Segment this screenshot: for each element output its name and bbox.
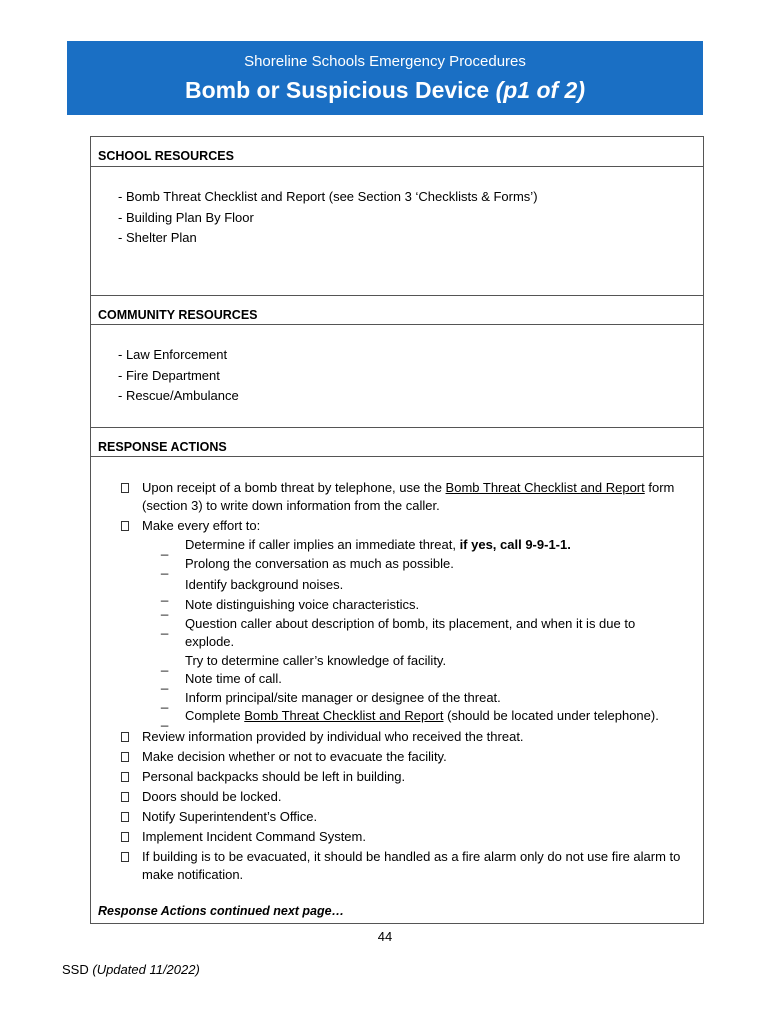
- action-item: Notify Superintendent’s Office.: [91, 808, 703, 826]
- checkbox-icon: [121, 483, 129, 493]
- school-resources-list: [118, 187, 538, 249]
- action-item: Make decision whether or not to evacuate the facility.: [91, 748, 703, 766]
- list-item: - Law Enforcement: [118, 347, 228, 362]
- checkbox-icon: [121, 852, 129, 862]
- title-main: Bomb or Suspicious Device: [184, 77, 490, 103]
- sub-action-item: _ Note distinguishing voice characteristics.: [161, 597, 420, 616]
- title-part: (p1 of 2): [495, 77, 586, 103]
- action-item: Doors should be locked.: [91, 788, 703, 806]
- procedure-table: [90, 136, 704, 924]
- checkbox-icon: [121, 752, 129, 762]
- sub-action-item: _ Prolong the conversation as much as possible.: [161, 555, 454, 575]
- continued-note: Response Actions continued next page…: [98, 904, 345, 918]
- list-item: - Fire Department: [118, 367, 220, 383]
- community-resources-list: [118, 345, 239, 407]
- sub-action-list: [91, 536, 691, 726]
- sub-action-item: _ Note time of call.: [161, 671, 282, 690]
- sub-action-item: _ Determine if caller implies an immediate threat, if yes, call 9-9-1-1.: [161, 537, 571, 556]
- action-item: Implement Incident Command System.: [91, 828, 703, 846]
- document-revision: SSD (Updated 11/2022): [62, 962, 200, 977]
- checklist-link: Bomb Threat Checklist and Report: [445, 480, 645, 495]
- page-title: [67, 77, 703, 104]
- checkbox-icon: [121, 772, 129, 782]
- sub-action-item: _ Question caller about description of bomb, its placement, and when it is due to explode.: [161, 615, 636, 649]
- sub-action-item: _ Try to determine caller’s knowledge of facility.: [161, 652, 447, 672]
- community-resources-heading: COMMUNITY RESOURCES: [91, 295, 703, 325]
- checkbox-icon: [121, 521, 129, 531]
- checkbox-icon: [121, 732, 129, 742]
- sub-action-item: _ Identify background noises.: [161, 577, 344, 602]
- list-item: - Bomb Threat Checklist and Report (see Section 3 ‘Checklists & Forms’): [118, 189, 538, 204]
- action-item: Upon receipt of a bomb threat by telephone, use the Bomb Threat Checklist and Report form (section 3) to write down information from the caller.: [91, 479, 703, 515]
- checkbox-icon: [121, 812, 129, 822]
- list-item: - Shelter Plan: [118, 230, 197, 245]
- response-actions-heading: RESPONSE ACTIONS: [91, 427, 703, 457]
- page-number: 44: [377, 929, 393, 944]
- response-actions-list: [91, 479, 703, 886]
- action-item: Make every effort to: _ Determine if caller implies an immediate threat, if yes, call 9-9-1-1. _ Prolong the conversation as much as possible. _ Identify background noises. _ Note distinguishing voice characteristics. _ Question caller about description of bomb, its placement, and when it is due to explode. _ Try to determine caller’s knowledge of facility. _ Note time of call. _ Inform principal/site manager or designee of the threat. _ Complete Bomb Threat Checklist and Report (should be located under telephone).: [91, 517, 703, 726]
- checkbox-icon: [121, 792, 129, 802]
- sub-action-item: _ Complete Bomb Threat Checklist and Report (should be located under telephone).: [161, 708, 659, 727]
- list-item: - Building Plan By Floor: [118, 209, 254, 225]
- list-item: - Rescue/Ambulance: [118, 388, 239, 403]
- school-resources-heading: SCHOOL RESOURCES: [91, 137, 703, 167]
- action-item: Review information provided by individual who received the threat.: [91, 728, 703, 746]
- sub-action-item: _ Inform principal/site manager or designee of the threat.: [161, 689, 501, 709]
- page-header: [67, 41, 703, 115]
- action-item: Personal backpacks should be left in building.: [91, 768, 703, 786]
- checkbox-icon: [121, 832, 129, 842]
- action-item: If building is to be evacuated, it should be handled as a fire alarm only do not use fire alarm to make notification.: [91, 848, 703, 884]
- checklist-link: Bomb Threat Checklist and Report: [244, 708, 444, 723]
- header-subtitle: Shoreline Schools Emergency Procedures: [244, 53, 526, 70]
